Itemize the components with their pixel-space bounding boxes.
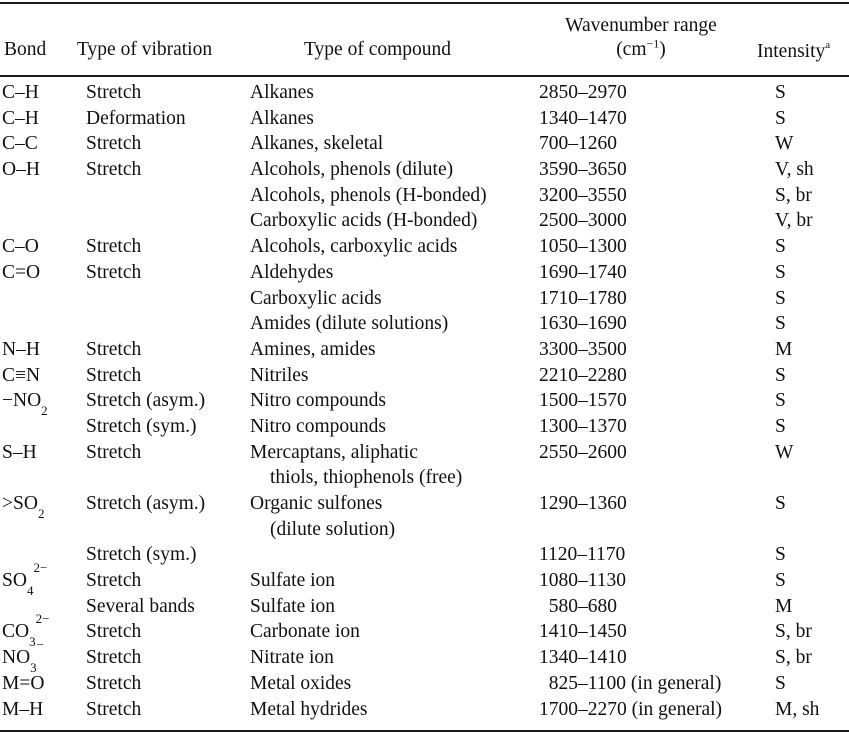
bond-subscript: 3: [30, 660, 37, 676]
bond-formula: S–H: [2, 441, 37, 463]
cell-intensity: S, br: [775, 184, 812, 206]
cell-vibration: Stretch: [86, 698, 142, 720]
bond-formula: M=O: [2, 672, 45, 694]
unit-exponent: −1: [646, 36, 660, 51]
header-compound: Type of compound: [304, 39, 452, 60]
cell-wavenumber: 1300–1370: [539, 415, 627, 437]
table-row: [0, 286, 849, 312]
cell-bond: [2, 697, 43, 723]
table-body: [0, 80, 849, 722]
cell-compound: [250, 619, 360, 645]
table-row: [0, 311, 849, 337]
table-row: [0, 363, 849, 389]
cell-compound: [250, 311, 448, 337]
cell-wavenumber: 1120–1170: [539, 544, 626, 566]
header-vibration: Type of vibration: [77, 39, 213, 60]
bond-formula: CO: [2, 621, 30, 643]
bond-superscript: 2−: [35, 610, 50, 626]
table-row: [0, 697, 849, 723]
bond-formula: >SO: [2, 493, 38, 515]
table-row: [0, 414, 849, 440]
cell-compound: [250, 131, 383, 157]
cell-intensity: M, sh: [775, 698, 820, 720]
cell-intensity: S: [775, 672, 786, 694]
table-bottom-rule: [0, 730, 849, 732]
compound-line: Carboxylic acids: [250, 287, 382, 309]
intensity-footnote-mark: a: [825, 38, 831, 51]
cell-compound: [250, 363, 309, 389]
header-intensity-label: Intensity: [757, 41, 826, 62]
compound-line: Amides (dilute solutions): [250, 313, 449, 335]
cell-compound: [250, 594, 335, 620]
cell-intensity: S: [775, 415, 786, 437]
compound-line: Carboxylic acids (H-bonded): [250, 210, 478, 232]
cell-intensity: S: [775, 236, 786, 258]
table-row: [0, 80, 849, 106]
bond-formula: M–H: [2, 698, 44, 720]
cell-wavenumber: 1410–1450: [539, 621, 627, 643]
cell-intensity: M: [775, 338, 793, 360]
compound-line: Mercaptans, aliphatic: [250, 441, 418, 463]
cell-vibration: Stretch: [86, 82, 142, 103]
table-row: [0, 106, 849, 132]
compound-line: Alkanes, skeletal: [250, 133, 384, 155]
cell-wavenumber: 1340–1470: [539, 107, 627, 129]
cell-intensity: S: [775, 570, 786, 592]
bond-subscript: 3: [29, 634, 36, 650]
compound-line: Alcohols, phenols (H-bonded): [250, 184, 487, 206]
cell-compound: [250, 388, 386, 414]
cell-wavenumber: 3590–3650: [539, 159, 627, 181]
compound-line: Nitrate ion: [250, 647, 334, 669]
cell-vibration: Stretch: [86, 338, 142, 360]
table-top-rule: [0, 2, 849, 4]
cell-compound: [250, 234, 457, 260]
cell-bond: [2, 131, 38, 157]
cell-vibration: Stretch: [86, 364, 142, 386]
compound-line: Aldehydes: [250, 261, 334, 283]
cell-compound: [250, 440, 462, 491]
cell-compound: [250, 286, 382, 312]
table-row: [0, 157, 849, 183]
cell-vibration: Stretch (asym.): [86, 493, 206, 515]
cell-compound: [250, 80, 314, 106]
table-row: [0, 260, 849, 286]
compound-line: Nitro compounds: [250, 415, 386, 437]
cell-bond: [2, 260, 40, 286]
cell-wavenumber: 1340–1410: [539, 647, 627, 669]
cell-wavenumber: 2500–3000: [539, 210, 627, 232]
compound-line: Amines, amides: [250, 338, 376, 360]
bond-formula: C–O: [2, 236, 39, 258]
cell-wavenumber: 3200–3550: [539, 184, 627, 206]
cell-compound: [250, 337, 376, 363]
table-row: [0, 388, 849, 419]
cell-wavenumber: 1630–1690: [539, 313, 627, 335]
cell-compound: [250, 260, 333, 286]
cell-wavenumber: 2550–2600: [539, 441, 627, 463]
bond-formula: C–H: [2, 107, 39, 129]
table-row: [0, 234, 849, 260]
cell-vibration: Stretch: [86, 133, 142, 155]
cell-vibration: Stretch (asym.): [86, 390, 206, 412]
cell-wavenumber: 2210–2280: [539, 364, 627, 386]
unit-open: (cm: [616, 39, 647, 60]
cell-wavenumber: 3300–3500: [539, 338, 627, 360]
cell-vibration: Stretch: [86, 672, 142, 694]
table-row: [0, 440, 849, 491]
cell-intensity: S: [775, 364, 786, 386]
cell-compound: [250, 645, 334, 671]
cell-intensity: V, sh: [775, 159, 814, 181]
cell-intensity: V, br: [775, 210, 813, 232]
cell-vibration: Several bands: [86, 595, 195, 617]
cell-vibration: Stretch: [86, 441, 142, 463]
cell-bond: [2, 636, 45, 676]
cell-wavenumber: 1290–1360: [539, 493, 627, 515]
compound-line: Metal hydrides: [250, 698, 368, 720]
table-row: [0, 610, 849, 650]
cell-compound: [250, 671, 351, 697]
compound-line: Alkanes: [250, 107, 314, 129]
cell-bond: [2, 440, 37, 466]
table-row: [0, 594, 849, 620]
cell-intensity: W: [775, 133, 794, 155]
compound-line-continued: thiols, thiophenols (free): [270, 467, 463, 489]
cell-bond: [2, 388, 48, 419]
header-bond: Bond: [4, 39, 47, 60]
cell-bond: [2, 671, 44, 697]
header-wavenumber-unit: [532, 38, 750, 62]
cell-wavenumber: 1050–1300: [539, 236, 627, 258]
cell-compound: [250, 414, 386, 440]
cell-intensity: S: [775, 544, 786, 566]
cell-intensity: S: [775, 493, 786, 515]
bond-subscript: 2: [41, 403, 48, 419]
cell-intensity: W: [775, 441, 794, 463]
cell-bond: [2, 80, 39, 106]
cell-compound: [250, 157, 453, 183]
compound-line: Nitriles: [250, 364, 309, 386]
cell-wavenumber: 1690–1740: [539, 261, 627, 283]
bond-formula: C≡N: [2, 364, 41, 386]
compound-line: Sulfate ion: [250, 595, 336, 617]
bond-formula: N–H: [2, 338, 40, 360]
table-row: [0, 337, 849, 363]
header-wavenumber-title: Wavenumber range: [565, 15, 717, 36]
bond-subscript: 4: [26, 582, 34, 598]
cell-compound: [250, 106, 314, 132]
table-row: [0, 636, 849, 676]
cell-compound: [250, 697, 368, 723]
cell-bond: [2, 234, 39, 260]
bond-formula: O–H: [2, 159, 40, 181]
cell-vibration: Stretch: [86, 159, 142, 181]
cell-intensity: S: [775, 261, 786, 283]
table-row: [0, 131, 849, 157]
bond-superscript: 2−: [33, 559, 48, 575]
bond-formula: −NO: [2, 390, 42, 412]
cell-intensity: S: [775, 287, 786, 309]
table-row: [0, 491, 849, 542]
cell-vibration: Stretch: [86, 621, 142, 643]
table-row: [0, 542, 849, 568]
cell-intensity: S: [775, 390, 786, 412]
table-row: [0, 183, 849, 209]
cell-wavenumber: 2850–2970: [539, 82, 627, 103]
table-row: [0, 208, 849, 234]
cell-bond: [2, 157, 40, 183]
cell-vibration: Stretch: [86, 261, 142, 283]
cell-compound: [250, 568, 335, 594]
compound-line: Alkanes: [250, 82, 314, 103]
cell-wavenumber: 1080–1130: [539, 570, 627, 592]
cell-intensity: M: [775, 595, 793, 617]
cell-vibration: Deformation: [86, 107, 186, 129]
compound-line-continued: (dilute solution): [270, 518, 396, 540]
cell-bond: [2, 337, 40, 363]
cell-wavenumber: 580–680: [539, 595, 617, 617]
header-intensity: [757, 40, 830, 64]
compound-line: Sulfate ion: [250, 570, 336, 592]
compound-line: Nitro compounds: [250, 390, 386, 412]
bond-formula: SO: [2, 570, 27, 592]
cell-vibration: Stretch (sym.): [86, 415, 197, 437]
cell-wavenumber: 825–1100 (in general): [539, 672, 722, 694]
cell-wavenumber: 1700–2270 (in general): [539, 698, 723, 720]
cell-intensity: S: [775, 313, 786, 335]
bond-formula: C–C: [2, 133, 38, 155]
cell-vibration: Stretch: [86, 570, 142, 592]
cell-bond: [2, 106, 39, 132]
cell-wavenumber: 700–1260: [539, 133, 617, 155]
cell-compound: [250, 491, 395, 542]
cell-wavenumber: 1710–1780: [539, 287, 627, 309]
bond-formula: NO: [2, 647, 31, 669]
table-row: [0, 671, 849, 697]
cell-vibration: Stretch: [86, 647, 142, 669]
compound-line: Carbonate ion: [250, 621, 360, 643]
unit-close: ): [659, 39, 666, 60]
cell-intensity: S, br: [775, 621, 812, 643]
cell-wavenumber: 1500–1570: [539, 390, 627, 412]
bond-formula: C–H: [2, 82, 39, 103]
cell-compound: [250, 208, 477, 234]
cell-bond: [2, 559, 48, 598]
compound-line: Alcohols, phenols (dilute): [250, 159, 454, 181]
compound-line: Metal oxides: [250, 672, 352, 694]
cell-compound: [250, 183, 487, 209]
header-wavenumber: [532, 14, 750, 62]
bond-subscript: 2: [37, 505, 45, 521]
bond-formula: C=O: [2, 261, 41, 283]
header-rule: [0, 75, 849, 77]
cell-intensity: S: [775, 82, 786, 103]
cell-bond: [2, 363, 40, 389]
cell-vibration: Stretch (sym.): [86, 544, 197, 566]
cell-intensity: S: [775, 107, 786, 129]
cell-vibration: Stretch: [86, 236, 142, 258]
table-row: [0, 559, 849, 598]
cell-bond: [2, 491, 45, 521]
compound-line: Alcohols, carboxylic acids: [250, 236, 458, 258]
compound-line: Organic sulfones: [250, 493, 383, 515]
cell-intensity: S, br: [775, 647, 812, 669]
bond-superscript: −: [36, 636, 45, 652]
